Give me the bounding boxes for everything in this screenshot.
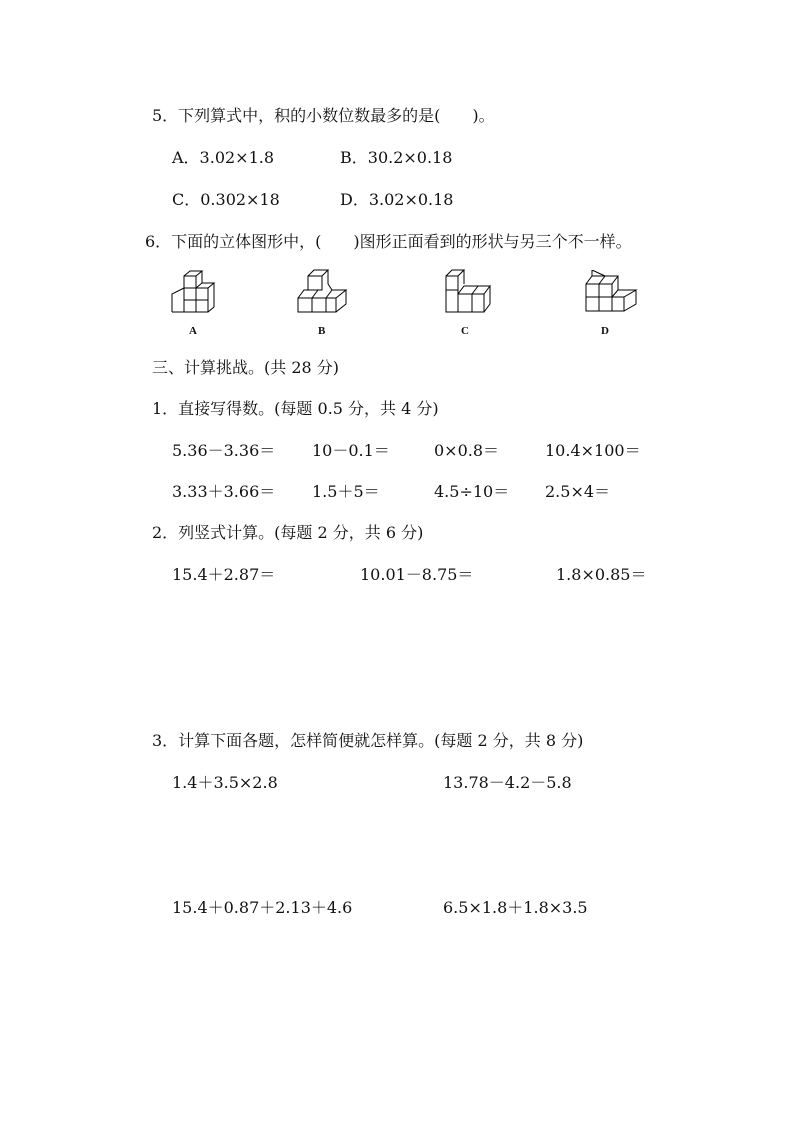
q5-option-d: D．3.02×0.18 (340, 190, 454, 209)
oral-calc-item: 10－0.1＝ (312, 441, 390, 460)
figure-label-c: C (461, 325, 469, 337)
simplify-calc-item: 13.78－4.2－5.8 (443, 773, 572, 792)
q5-option-b: B．30.2×0.18 (340, 148, 453, 167)
question-6-stem: 6．下面的立体图形中，( )图形正面看到的形状与另三个不一样。 (145, 232, 632, 251)
figure-label-a: A (189, 325, 197, 337)
part-3-title: 3．计算下面各题，怎样简便就怎样算。(每题 2 分，共 8 分) (152, 731, 584, 750)
oral-calc-item: 3.33＋3.66＝ (172, 482, 276, 501)
part-2-title: 2．列竖式计算。(每题 2 分，共 6 分) (152, 523, 424, 542)
q5-option-c: C．0.302×18 (172, 190, 280, 209)
simplify-calc-item: 6.5×1.8＋1.8×3.5 (443, 898, 588, 917)
vertical-calc-item: 15.4＋2.87＝ (172, 565, 276, 584)
cube-figure-d (580, 270, 640, 322)
question-5-stem: 5．下列算式中，积的小数位数最多的是( )。 (152, 106, 495, 125)
figure-label-d: D (601, 325, 609, 337)
cube-figure-c (440, 266, 496, 320)
simplify-calc-item: 15.4＋0.87＋2.13＋4.6 (172, 898, 353, 917)
figure-label-b: B (318, 325, 326, 337)
oral-calc-item: 1.5＋5＝ (312, 482, 380, 501)
simplify-calc-item: 1.4＋3.5×2.8 (172, 773, 278, 792)
vertical-calc-item: 1.8×0.85＝ (556, 565, 647, 584)
cube-figure-b (294, 268, 352, 320)
oral-calc-item: 4.5÷10＝ (434, 482, 510, 501)
section-3-title: 三、计算挑战。(共 28 分) (152, 358, 340, 377)
oral-calc-item: 5.36－3.36＝ (172, 441, 276, 460)
oral-calc-item: 0×0.8＝ (434, 441, 500, 460)
cube-figure-a (168, 270, 220, 320)
part-1-title: 1．直接写得数。(每题 0.5 分，共 4 分) (152, 399, 439, 418)
oral-calc-item: 2.5×4＝ (545, 482, 611, 501)
q5-option-a: A．3.02×1.8 (172, 148, 275, 167)
oral-calc-item: 10.4×100＝ (545, 441, 641, 460)
vertical-calc-item: 10.01－8.75＝ (360, 565, 474, 584)
